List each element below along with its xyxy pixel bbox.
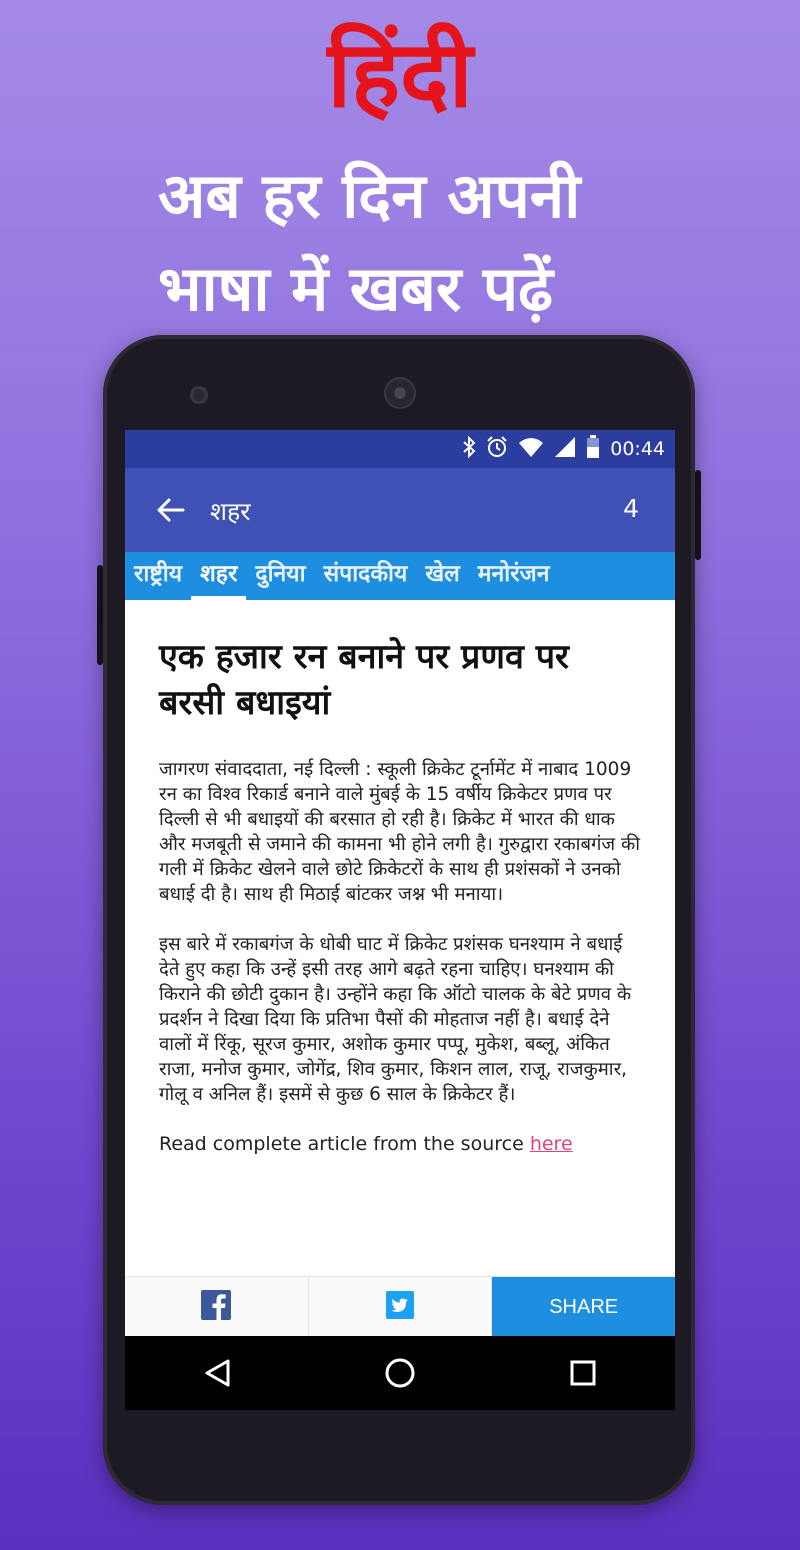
system-nav-bar xyxy=(125,1336,675,1410)
share-button[interactable]: SHARE xyxy=(491,1277,675,1337)
phone-screen xyxy=(125,430,675,1410)
phone-side-button-right xyxy=(695,470,701,560)
facebook-icon xyxy=(201,1290,231,1324)
tab-world[interactable]: दुनिया xyxy=(255,561,306,587)
bluetooth-icon xyxy=(462,436,476,462)
status-bar xyxy=(125,430,675,468)
promo-tagline-line1: अब हर दिन अपनी xyxy=(158,159,581,232)
wifi-icon xyxy=(518,436,544,462)
front-camera xyxy=(190,386,208,404)
article-paragraph: जागरण संवाददाता, नई दिल्ली : स्कूली क्रिकेट टूर्नामेंट में नाबाद 1009 रन का विश्व रिकार्ड बनाने वाले मुंबई के 15 वर्षीय क्रिकेटर प्रणव पर दिल्ली से भी बधाइयों की बरसात हो रही है। क्रिकेट में भारत की धाक और मजबूती से जमाने की कामना भी होने लगी है। गुरुद्वारा रकाबगंज की गली में क्रिकेट खेलने वाले छोटे क्रिकेटरों के साथ ही प्रशंसकों ने उनको बधाई दी है। साथ ही मिठाई बांटकर जश्न भी मनाया। xyxy=(159,758,641,905)
tab-city[interactable]: शहर xyxy=(191,552,246,600)
promo-title: हिंदी xyxy=(327,21,473,128)
app-bar xyxy=(125,468,675,552)
tab-sports[interactable]: खेल xyxy=(425,561,460,587)
source-line xyxy=(159,1132,645,1157)
recents-square-icon[interactable] xyxy=(563,1353,603,1393)
twitter-share-button[interactable] xyxy=(308,1277,492,1337)
tab-national[interactable]: राष्ट्रीय xyxy=(134,561,183,587)
tab-editorial[interactable]: संपादकीय xyxy=(323,561,408,587)
status-time: 00:44 xyxy=(610,438,665,460)
twitter-icon xyxy=(386,1291,414,1323)
share-bar xyxy=(125,1276,675,1337)
back-triangle-icon[interactable] xyxy=(197,1353,237,1393)
battery-icon xyxy=(586,435,600,463)
article-body xyxy=(159,635,645,1157)
category-tabs xyxy=(125,552,675,600)
source-text: Read complete article from the source xyxy=(159,1132,530,1155)
alarm-icon xyxy=(486,436,508,462)
article-count: 4 xyxy=(623,494,639,523)
app-bar-title: शहर xyxy=(210,497,251,526)
article-headline: एक हजार रन बनाने पर प्रणव पर बरसी बधाइयां xyxy=(159,637,569,723)
article-paragraph: इस बारे में रकाबगंज के धोबी घाट में क्रिकेट प्रशंसक घनश्याम ने बधाई देते हुए कहा कि उन्हें इसी तरह आगे बढ़ते रहना चाहिए। घनश्याम की किराने की छोटी दुकान है। उन्होंने कहा कि ऑटो चालक के बेटे प्रणव के प्रदर्शन ने दिखा दिया कि प्रतिभा पैसों की मोहताज नहीं है। बधाई देने वालों में रिंकू, सूरज कुमार, अशोक कुमार पप्पू, मुकेश, बब्लू, अंकित राजा, मनोज कुमार, जोगेंद्र, शिव कुमार, किशन लाल, राजू, राजकुमार, गोलू व अनिल हैं। इसमें से कुछ 6 साल के क्रिकेटर हैं। xyxy=(159,933,632,1105)
back-arrow-icon[interactable] xyxy=(153,492,189,528)
earpiece-speaker xyxy=(384,377,416,409)
promo-tagline-line2: भाषा में खबर पढ़ें xyxy=(158,252,553,325)
signal-icon xyxy=(554,436,576,462)
home-circle-icon[interactable] xyxy=(380,1353,420,1393)
tab-entertainment[interactable]: मनोरंजन xyxy=(477,561,550,587)
facebook-share-button[interactable] xyxy=(125,1277,308,1337)
source-link[interactable]: here xyxy=(529,1132,573,1155)
